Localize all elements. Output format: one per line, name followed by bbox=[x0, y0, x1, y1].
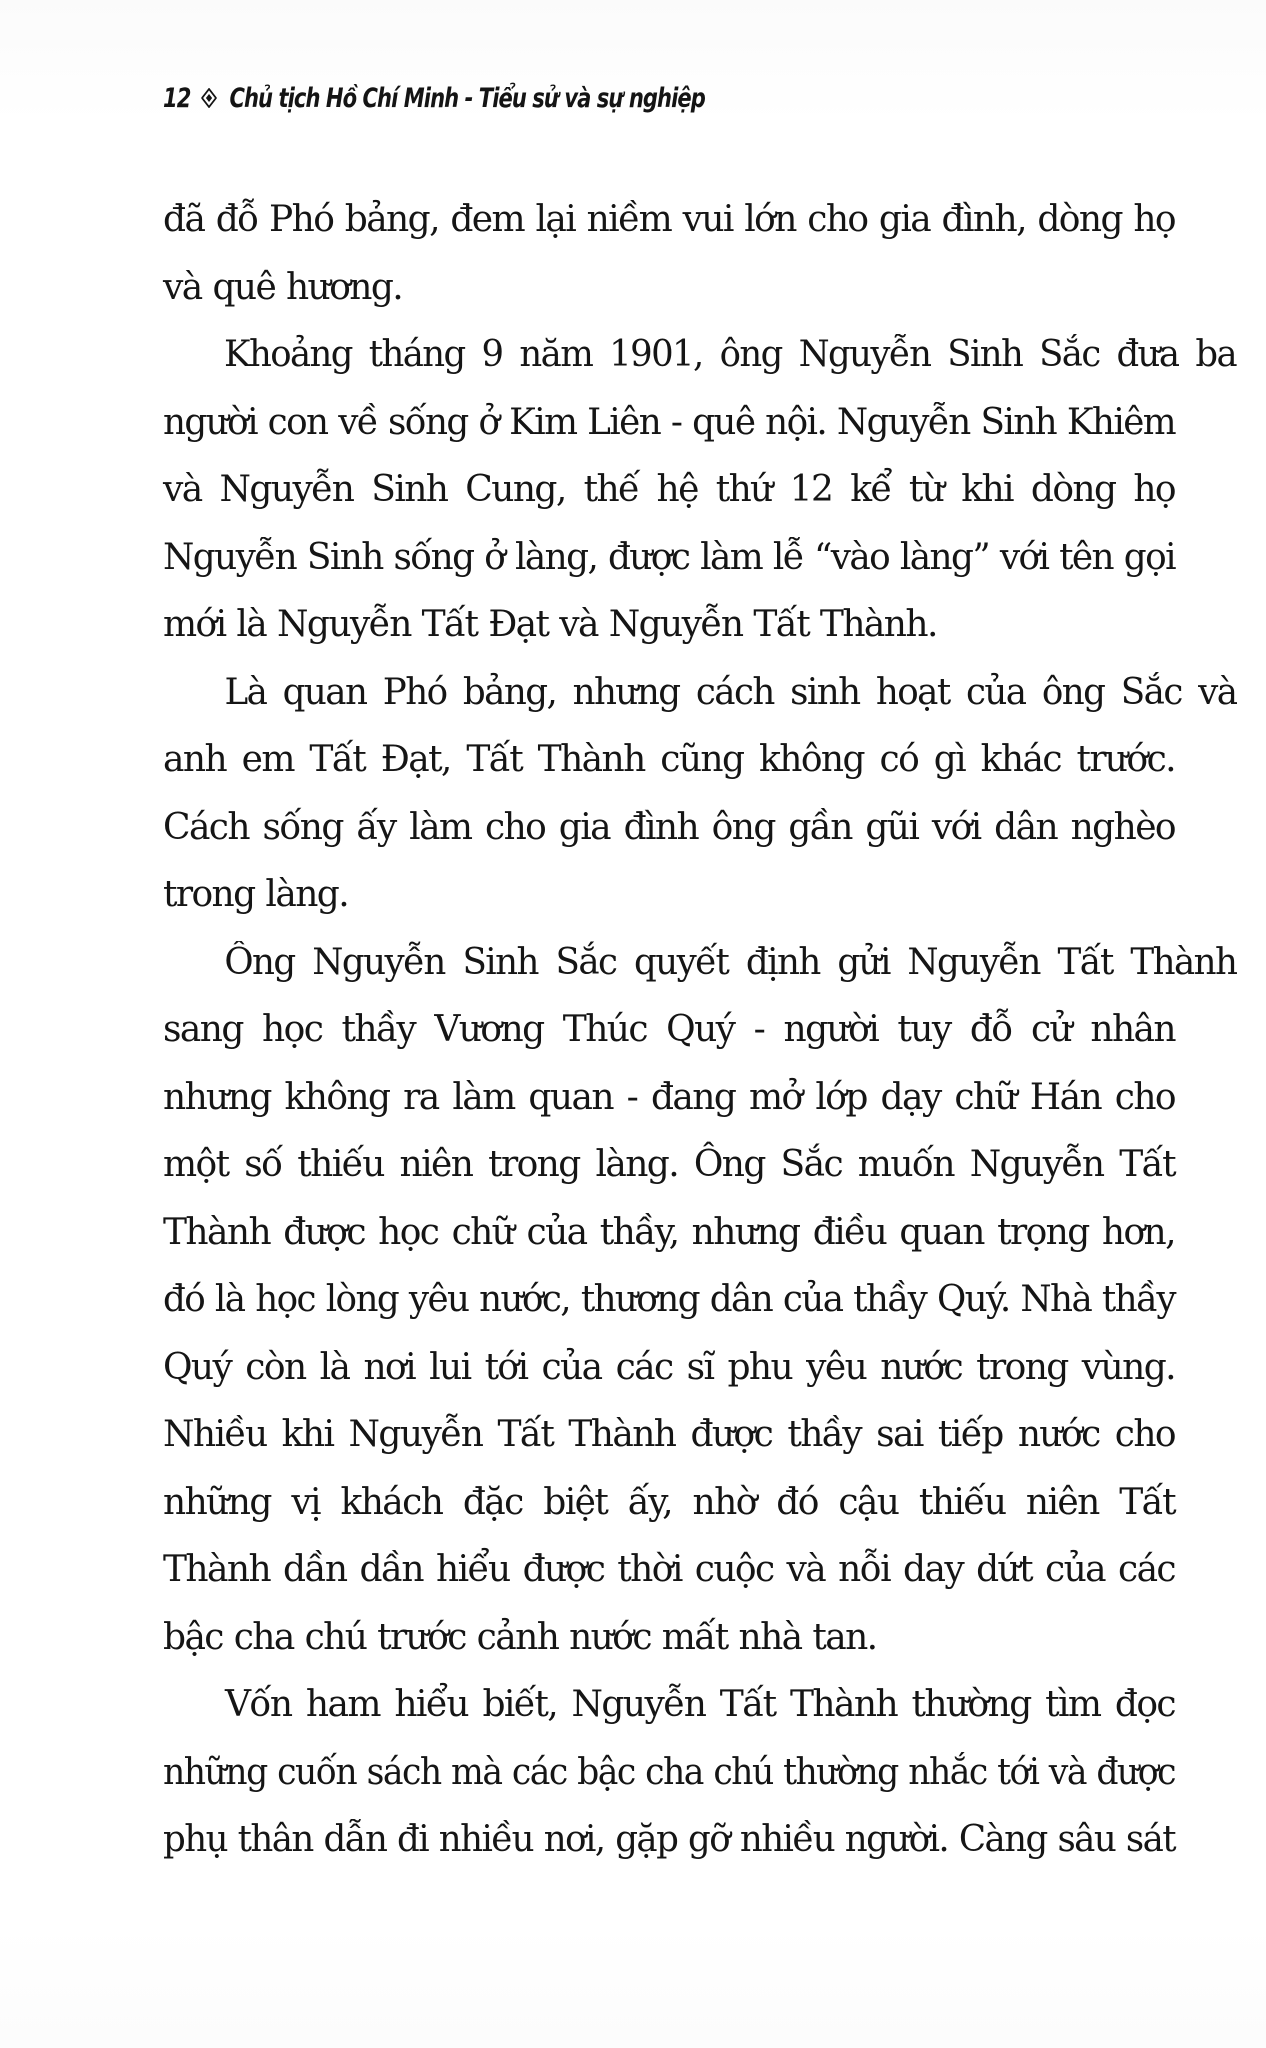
body-text bbox=[163, 186, 1237, 1874]
text-line: anh em Tất Đạt, Tất Thành cũng không có gì khác trước. bbox=[163, 739, 1175, 780]
text-line: nhưng không ra làm quan - đang mở lớp dạy chữ Hán cho bbox=[163, 1076, 1175, 1118]
text-line: và Nguyễn Sinh Cung, thế hệ thứ 12 kể từ khi dòng họ bbox=[163, 469, 1175, 510]
text-line: Nguyễn Sinh sống ở làng, được làm lễ “vào làng” với tên gọi bbox=[163, 536, 1176, 578]
text-line: đã đỗ Phó bảng, đem lại niềm vui lớn cho gia đình, dòng họ bbox=[163, 199, 1175, 240]
text-line: và quê hương. bbox=[163, 266, 403, 308]
text-line: Cách sống ấy làm cho gia đình ông gần gũi với dân nghèo bbox=[163, 806, 1175, 848]
text-line: Khoảng tháng 9 năm 1901, ông Nguyễn Sinh Sắc đưa ba bbox=[224, 334, 1237, 375]
text-line: Ông Nguyễn Sinh Sắc quyết định gửi Nguyễn Tất Thành bbox=[224, 941, 1237, 983]
text-line: những vị khách đặc biệt ấy, nhờ đó cậu thiếu niên Tất bbox=[163, 1481, 1175, 1523]
text-line: những cuốn sách mà các bậc cha chú thường nhắc tới và được bbox=[163, 1751, 1175, 1793]
text-line: Quý còn là nơi lui tới của các sĩ phu yêu nước trong vùng. bbox=[163, 1346, 1175, 1388]
paragraph bbox=[163, 929, 1237, 1672]
paragraph bbox=[163, 1671, 1175, 1874]
text-line: trong làng. bbox=[163, 874, 349, 915]
diamond-ornament-icon bbox=[201, 88, 217, 108]
text-line: sang học thầy Vương Thúc Quý - người tuy đỗ cử nhân bbox=[163, 1009, 1175, 1050]
text-line: bậc cha chú trước cảnh nước mất nhà tan. bbox=[163, 1616, 877, 1658]
text-line: Vốn ham hiểu biết, Nguyễn Tất Thành thường tìm đọc bbox=[225, 1684, 1175, 1725]
paragraph bbox=[163, 659, 1237, 929]
paragraph bbox=[163, 321, 1237, 659]
text-line: đó là học lòng yêu nước, thương dân của thầy Quý. Nhà thầy bbox=[163, 1279, 1175, 1320]
text-line: Thành dần dần hiểu được thời cuộc và nỗi day dứt của các bbox=[163, 1549, 1175, 1590]
page-number: 12 bbox=[163, 82, 191, 114]
running-title: Chủ tịch Hồ Chí Minh - Tiểu sử và sự nghiệp bbox=[229, 82, 705, 114]
running-header bbox=[163, 74, 705, 122]
text-line: phụ thân dẫn đi nhiều nơi, gặp gỡ nhiều người. Càng sâu sát bbox=[163, 1819, 1175, 1860]
text-line: Nhiều khi Nguyễn Tất Thành được thầy sai tiếp nước cho bbox=[163, 1414, 1175, 1455]
paragraph bbox=[163, 186, 1175, 321]
text-line: Là quan Phó bảng, nhưng cách sinh hoạt của ông Sắc và bbox=[224, 671, 1237, 713]
text-line: mới là Nguyễn Tất Đạt và Nguyễn Tất Thành. bbox=[163, 604, 937, 645]
text-line: một số thiếu niên trong làng. Ông Sắc muốn Nguyễn Tất bbox=[163, 1144, 1175, 1185]
text-line: Thành được học chữ của thầy, nhưng điều quan trọng hơn, bbox=[163, 1211, 1175, 1253]
text-line: người con về sống ở Kim Liên - quê nội. Nguyễn Sinh Khiêm bbox=[163, 401, 1176, 443]
